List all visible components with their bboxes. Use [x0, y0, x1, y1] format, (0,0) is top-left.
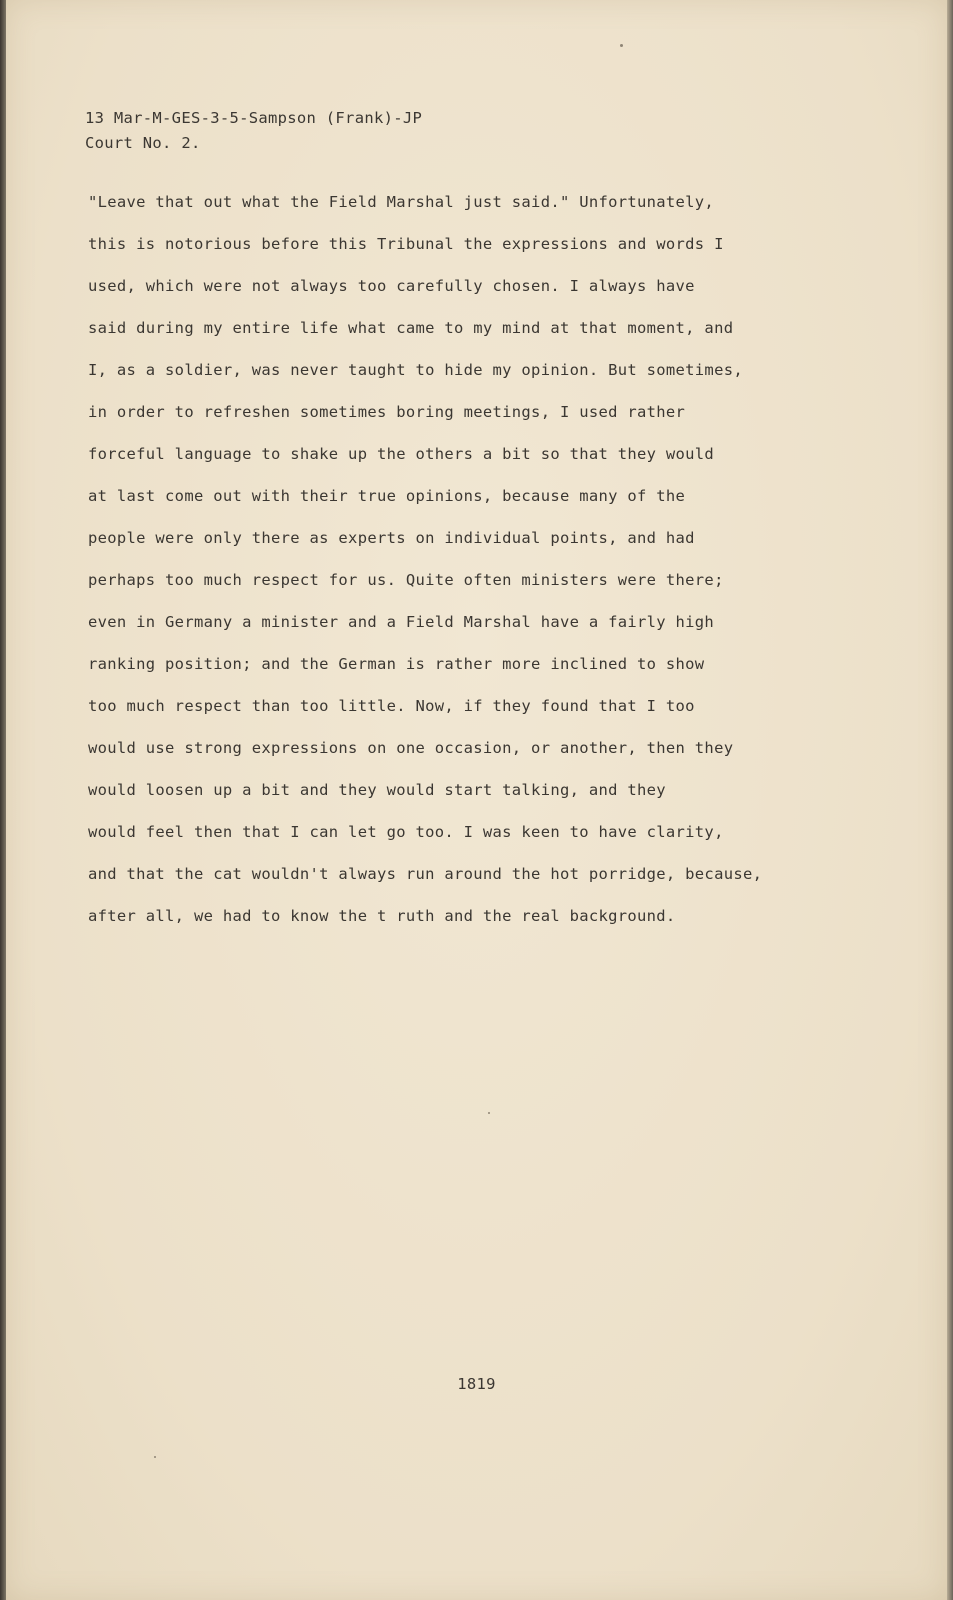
- page-number: 1819: [457, 1375, 496, 1393]
- body-line: and that the cat wouldn't always run around the hot porridge, because,: [88, 865, 763, 883]
- body-line: too much respect than too little. Now, if they found that I too: [88, 697, 695, 715]
- body-line: after all, we had to know the t ruth and the real background.: [88, 907, 676, 925]
- header-court-number: Court No. 2.: [85, 134, 201, 152]
- scan-right-edge: [947, 0, 953, 1600]
- body-line: at last come out with their true opinions, because many of the: [88, 487, 686, 505]
- body-line: forceful language to shake up the others a bit so that they would: [88, 445, 715, 463]
- document-header: [85, 106, 422, 156]
- body-line: would use strong expressions on one occasion, or another, then they: [88, 739, 734, 757]
- body-line: would loosen up a bit and they would start talking, and they: [88, 781, 666, 799]
- body-line: this is notorious before this Tribunal the expressions and words I: [88, 235, 724, 253]
- body-line: people were only there as experts on individual points, and had: [88, 529, 695, 547]
- body-line: would feel then that I can let go too. I was keen to have clarity,: [88, 823, 724, 841]
- body-line: said during my entire life what came to my mind at that moment, and: [88, 319, 734, 337]
- body-line: ranking position; and the German is rather more inclined to show: [88, 655, 705, 673]
- body-line: I, as a soldier, was never taught to hide my opinion. But sometimes,: [88, 361, 743, 379]
- body-line: in order to refreshen sometimes boring meetings, I used rather: [88, 403, 686, 421]
- paper-speck: [620, 44, 623, 47]
- paper-speck: [488, 1112, 490, 1114]
- body-line: even in Germany a minister and a Field Marshal have a fairly high: [88, 613, 715, 631]
- testimony-body: [88, 181, 828, 937]
- body-line: "Leave that out what the Field Marshal just said." Unfortunately,: [88, 193, 715, 211]
- paper-speck: [154, 1456, 156, 1458]
- header-case-reference: 13 Mar-M-GES-3-5-Sampson (Frank)-JP: [85, 109, 423, 127]
- body-line: used, which were not always too carefully chosen. I always have: [88, 277, 695, 295]
- body-line: perhaps too much respect for us. Quite often ministers were there;: [88, 571, 724, 589]
